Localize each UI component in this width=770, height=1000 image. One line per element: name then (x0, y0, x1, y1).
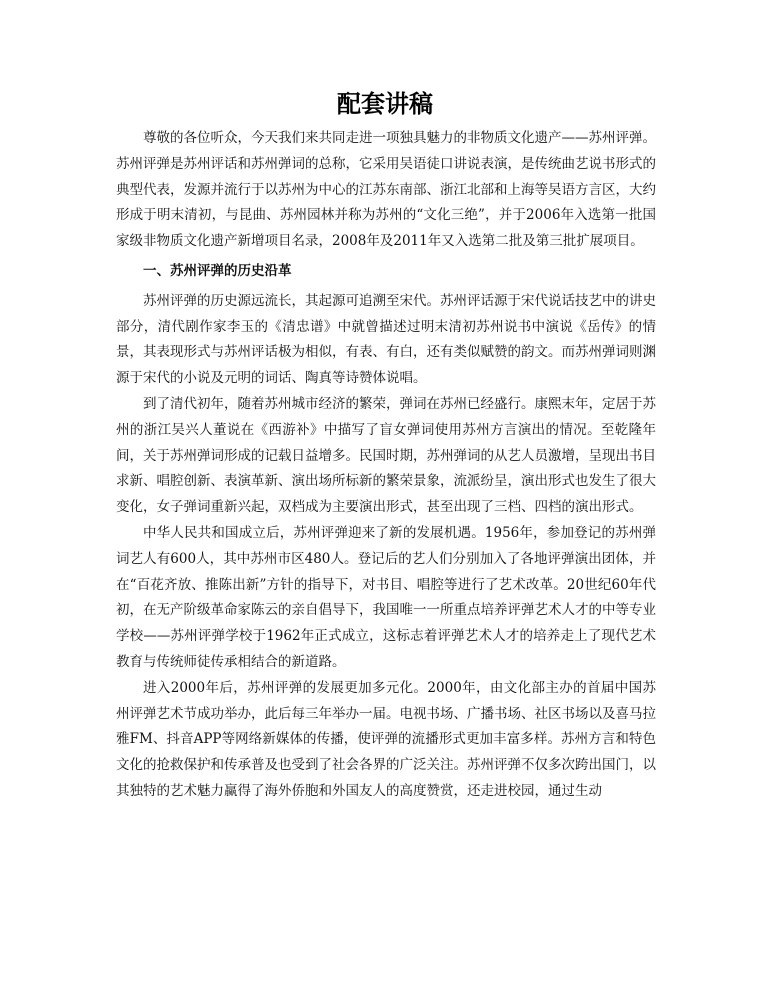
body-paragraph: 苏州评弹的历史源远流长，其起源可追溯至宋代。苏州评话源于宋代说话技艺中的讲史部分，清代剧作家李玉的《清忠谱》中就曾描述过明末清初苏州说书中演说《岳传》的情景，其表现形式与苏州评话极为相似，有表、有白，还有类似赋赞的韵文。而苏州弹词则渊源于宋代的小说及元明的词话、陶真等诗赞体说唱。 (116, 292, 656, 387)
body-paragraph: 到了清代初年，随着苏州城市经济的繁荣，弹词在苏州已经盛行。康熙末年，定居于苏州的浙江吴兴人董说在《西游补》中描写了盲女弹词使用苏州方言演出的情况。至乾隆年间，关于苏州弹词形成的记载日益增多。民国时期，苏州弹词的从艺人员激增，呈现出书目求新、唱腔创新、表演革新、演出场所标新的繁荣景象，流派纷呈，演出形式也发生了很大变化，女子弹词重新兴起，双档成为主要演出形式，甚至出现了三档、四档的演出形式。 (116, 395, 656, 516)
intro-paragraph: 尊敬的各位听众，今天我们来共同走进一项独具魅力的非物质文化遗产——苏州评弹。苏州评弹是苏州评话和苏州弹词的总称，它采用吴语徒口讲说表演，是传统曲艺说书形式的典型代表，发源并流行于以苏州为中心的江苏东南部、浙江北部和上海等吴语方言区，大约形成于明末清初，与昆曲、苏州园林并称为苏州的“文化三绝”，并于2006年入选第一批国家级非物质文化遗产新增项目名录，2008年及2011年又入选第二批及第三批扩展项目。 (116, 130, 656, 250)
section-heading: 一、苏州评弹的历史沿革 (143, 262, 292, 279)
page-title: 配套讲稿 (337, 89, 433, 118)
body-paragraph: 进入2000年后，苏州评弹的发展更加多元化。2000年，由文化部主办的首届中国苏州评弹艺术节成功举办，此后每三年举办一届。电视书场、广播书场、社区书场以及喜马拉雅FM、抖音APP等网络新媒体的传播，使评弹的流播形式更加丰富多样。苏州方言和特色文化的抢救保护和传承普及也受到了社会各界的广泛关注。苏州评弹不仅多次跨出国门，以其独特的艺术魅力赢得了海外侨胞和外国友人的高度赞赏，还走进校园，通过生动 (116, 679, 656, 799)
body-paragraph: 中华人民共和国成立后，苏州评弹迎来了新的发展机遇。1956年，参加登记的苏州弹词艺人有600人，其中苏州市区480人。登记后的艺人们分别加入了各地评弹演出团体，并在“百花齐放、推陈出新”方针的指导下，对书目、唱腔等进行了艺术改革。20世纪60年代初，在无产阶级革命家陈云的亲自倡导下，我国唯一一所重点培养评弹艺术人才的中等专业学校——苏州评弹学校于1962年正式成立，这标志着评弹艺术人才的培养走上了现代艺术教育与传统师徒传承相结合的新道路。 (116, 524, 656, 670)
document-body (116, 126, 656, 805)
